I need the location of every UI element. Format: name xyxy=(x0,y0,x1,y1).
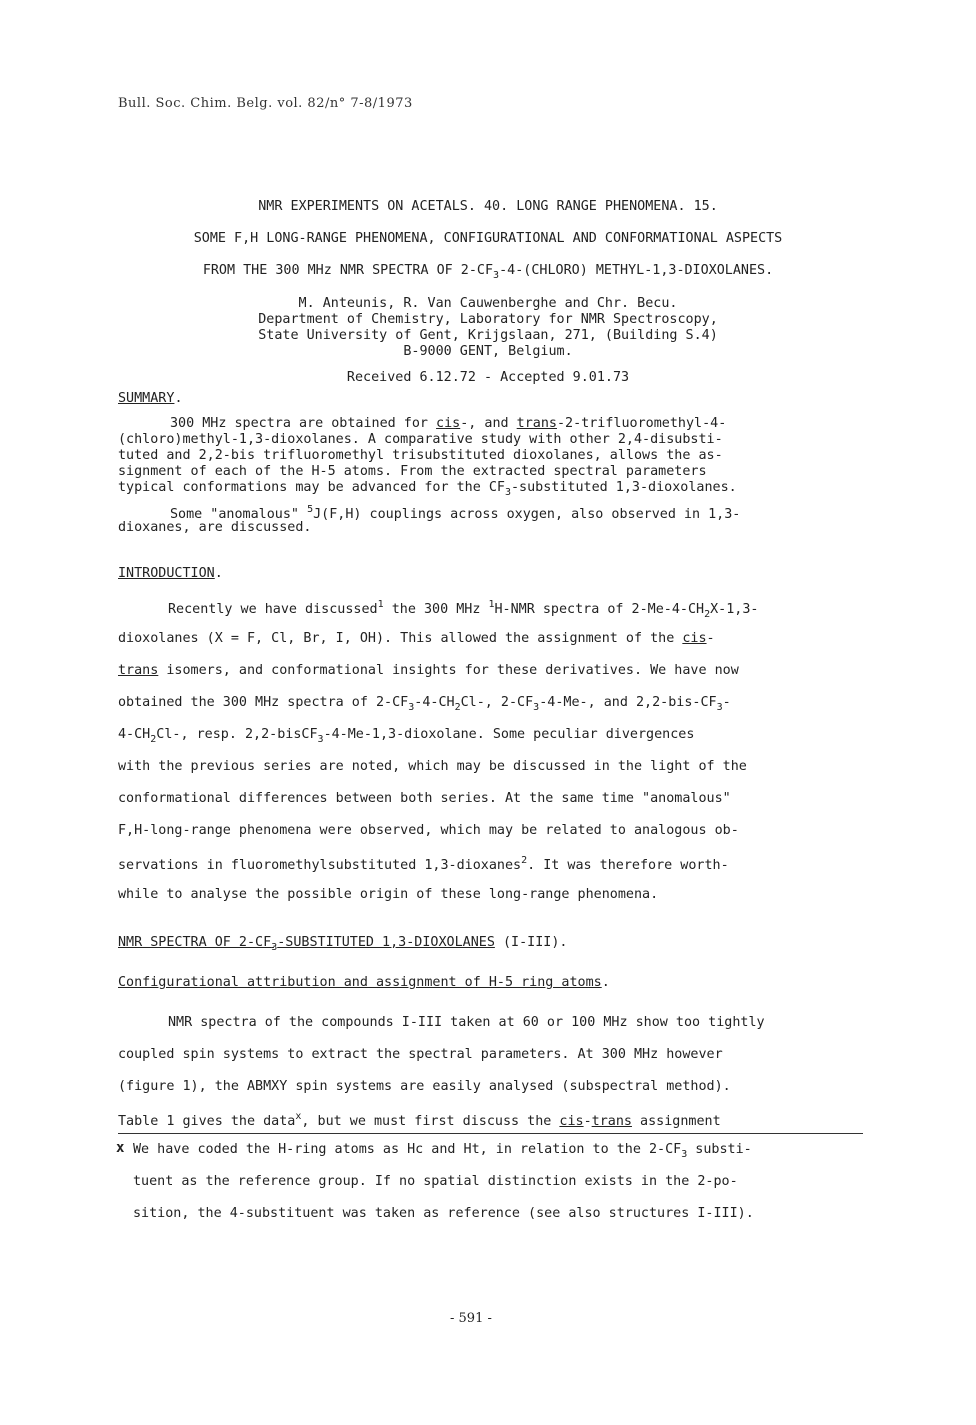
intro-line-4: obtained the 300 MHz spectra of $2-CF_3-4-CH_2Cl-$, $2-CF_3-4-Me-$, and $2,2-bis-CF_3-$ xyxy=(118,695,731,713)
author-department: Department of Chemistry, Laboratory for NMR Spectroscopy, xyxy=(258,312,718,327)
received-date: Received 6.12.72 - Accepted 9.01.73 xyxy=(346,370,630,385)
summary-line-5: typical conformations may be advanced for the $CF_3$-substituted 1,3-dioxolanes. xyxy=(118,480,737,498)
summary-line-2: (chloro)methyl-1,3-dioxolanes. A comparative study with other 2,4-disubsti- xyxy=(118,432,723,447)
footnote-rule xyxy=(118,1133,863,1134)
summary-line-7: dioxanes, are discussed. xyxy=(118,520,312,535)
footnote-line-2: tuent as the reference group. If no spatial distinction exists in the 2-po- xyxy=(133,1174,738,1189)
intro-line-9: servations in fluoromethylsubstituted 1,3-dioxanes$^2$. It was therefore worth- xyxy=(118,855,729,873)
intro-line-10: while to analyse the possible origin of these long-range phenomena. xyxy=(118,887,659,902)
section-heading: NMR SPECTRA OF $2-CF_3$-SUBSTITUTED 1,3-DIOXOLANES (I-III). xyxy=(118,935,568,953)
intro-line-7: conformational differences between both series. At the same time "anomalous" xyxy=(118,791,731,806)
footnote-marker: x xyxy=(116,1140,125,1156)
section-line-1: NMR spectra of the compounds I-III taken at 60 or 100 MHz show too tightly xyxy=(168,1015,765,1030)
section-line-4: Table 1 gives the data$^x$, but we must first discuss the cis-trans assignment xyxy=(118,1111,721,1129)
section-line-2: coupled spin systems to extract the spectral parameters. At 300 MHz however xyxy=(118,1047,723,1062)
intro-line-3: trans isomers, and conformational insights for these derivatives. We have now xyxy=(118,663,739,678)
summary-line-1: 300 MHz spectra are obtained for cis-, and trans-2-trifluoromethyl-4- xyxy=(170,416,727,431)
summary-line-4: signment of each of the H-5 atoms. From the extracted spectral parameters xyxy=(118,464,707,479)
summary-heading: SUMMARY. xyxy=(118,391,183,406)
author-university: State University of Gent, Krijgslaan, 271, (Building S.4) xyxy=(258,328,718,343)
section-line-3: (figure 1), the ABMXY spin systems are easily analysed (subspectral method). xyxy=(118,1079,731,1094)
summary-line-3: tuted and 2,2-bis trifluoromethyl trisubstituted dioxolanes, allows the as- xyxy=(118,448,723,463)
intro-line-8: F,H-long-range phenomena were observed, which may be related to analogous ob- xyxy=(118,823,739,838)
author-names: M. Anteunis, R. Van Cauwenberghe and Chr. Becu. xyxy=(298,296,678,311)
intro-line-6: with the previous series are noted, which may be discussed in the light of the xyxy=(118,759,747,774)
title-line-1: NMR EXPERIMENTS ON ACETALS. 40. LONG RANGE PHENOMENA. 15. xyxy=(258,199,718,214)
author-city: B-9000 GENT, Belgium. xyxy=(403,344,573,359)
title-line-3: FROM THE 300 MHz NMR SPECTRA OF $2-CF_3-4-(CHLORO)$ METHYL-1,3-DIOXOLANES. xyxy=(202,263,774,281)
footnote-line-1: We have coded the H-ring atoms as Hc and Ht, in relation to the $2-CF_3$ substi- xyxy=(133,1142,752,1160)
intro-heading: INTRODUCTION. xyxy=(118,566,223,581)
intro-line-1: Recently we have discussed$^1$ the 300 MHz $^1$H-NMR spectra of $2-Me-4-CH_2X-1,3-$ xyxy=(168,599,759,620)
summary-line-6: Some "anomalous" $^5$J(F,H) couplings across oxygen, also observed in 1,3- xyxy=(170,504,741,522)
journal-citation: Bull. Soc. Chim. Belg. vol. 82/n° 7-8/1973 xyxy=(118,96,413,111)
footnote-line-3: sition, the 4-substituent was taken as reference (see also structures I-III). xyxy=(133,1206,754,1221)
intro-line-2: dioxolanes (X = F, Cl, Br, I, OH). This allowed the assignment of the cis- xyxy=(118,631,715,646)
section-subheading: Configurational attribution and assignment of H-5 ring atoms. xyxy=(118,975,610,990)
page-number: - 591 - xyxy=(450,1311,492,1326)
intro-line-5: $4-CH_2Cl-$, resp. 2,2-bisCF$_3$-4-Me-1,3-dioxolane. Some peculiar divergences xyxy=(118,727,695,745)
title-line-2: SOME F,H LONG-RANGE PHENOMENA, CONFIGURATIONAL AND CONFORMATIONAL ASPECTS xyxy=(193,231,783,246)
